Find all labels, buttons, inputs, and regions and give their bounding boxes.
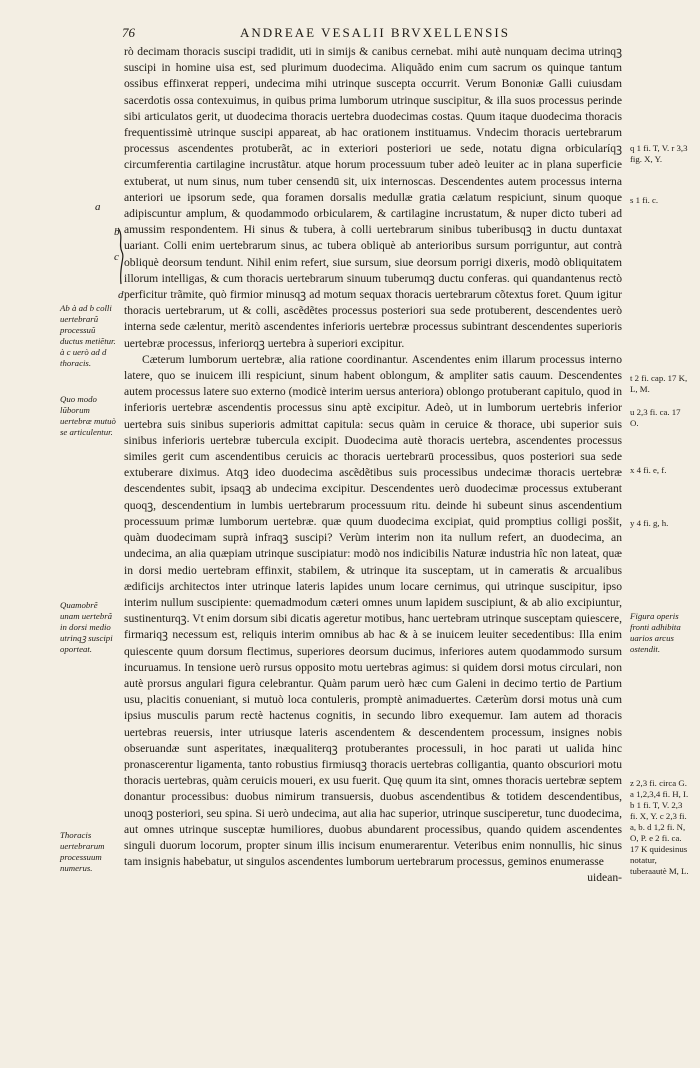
right-margin-note-4: u 2,3 fi. ca. 17 O. xyxy=(630,407,681,428)
running-head: ANDREAE VESALII BRVXELLENSIS xyxy=(240,25,510,40)
margin-letter-c: c xyxy=(114,251,119,263)
margin-letter-a: a xyxy=(95,201,101,213)
page-number: 76 xyxy=(122,25,135,40)
right-margin-note-2: s 1 fi. c. xyxy=(630,195,659,205)
paragraph-1: rò decimam thoracis suscipi tradidit, uti in simijs & canibus cernebat. mihi autè nunquam decima utrinqꝫ suscipi in homine uisa est, sed plurimum duodecima. Aliquãdo enim cum sacrum os quinque tantum ossibus effinxerat repperi, undecima mihi utrinque suscepta occurrit. Verum Bononiæ Galli cuiusdam sacerdotis ossa contexuimus, in quibus prima lumborum utrinque suscipitur, & illa suos processus perinde sibi articulatos gerit, ut duodecima thoracis uertebra duodecimas costas. Quum itaque duodecima thoracis frequentissimè utrinque suscipi appareat, ab hac orationem instituamus. Vndecim thoracis uertebrarum processus ascendentes protuberãt, ac in exteriori posteriori ue sede, notatu digna orbicularíqꝫ circumferentia cartilagine incrustãtur. atque horum processuum tuber adeò leuiter ac in plana superficie extuberat, ut num sinus, num tuber censendū sit, uix internoscas. Descendentes autem processus interna anteriori ue ipsorum sede, qua foramen dorsalis medullæ gratia cælatum respiciunt, sinum quoque adipiscuntur amplum, & quodammodo orbicularem, & cartilagine incrustatum, & nuper dicto tuberi ad amussim respondentem. Hi sinus & tubera, à colli uertebrarum sinibus tuberibusqꝫ in ductu duntaxat uariant. Colli enim uertebrarum sinus, ac tubera obliquè ab anterioribus sursum porriguntur, aut contrà obliquè deorsum tendunt. Nihil enim refert, siue sursum, siue deorsum porrigi dixeris, modò obliquitatem illorum intelligas, & cum thoracis uertebrarum sinuum tuberumqꝫ ductu conferas. qui quandantenus rectò perficitur trãmite, quò firmior minusqꝫ ad motum sequax thoracis uertebrarum cõtextus foret. Quum igitur thoracis uertebrarum, ut & colli, ascẽdẽtes processus posteriori sua sede protuberent, descendentes uerò interna sede cælentur, meritò ascendentes inferioris uertebræ processus subintrant descendentes superioris uertebræ processus, inferiorqꝫ uertebra à superiori excipitur. xyxy=(124,45,622,350)
left-margin-note-2: Quo modo lũborum uertebræ mutuò se articulentur. xyxy=(60,394,116,437)
left-margin-note-1: Ab à ad b colli uertebrarũ processuũ ductus metiẽtur. à c uerò ad d thoracis. xyxy=(60,303,116,368)
left-margin-note-3: Quamobrẽ unam uertebrã in dorsi medio utrinqꝫ suscipi oporteat. xyxy=(60,600,113,654)
right-margin-note-1: q 1 fi. T, V. r 3,3 fig. X, Y. xyxy=(630,143,688,164)
right-margin-note-8: z 2,3 fi. circa G. a 1,2,3,4 fi. H, I. b 1 fi. T, V. 2,3 fi. X, Y. c 2,3 fi. a, b. d 1,2 fi. N, O, P. e 2 fi. ca. 17 K quidesinus notatur, tuberaautè M, L. xyxy=(630,778,689,876)
right-margin-note-7: Figura operis fronti adhibita uarios arcus ostendit. xyxy=(630,611,681,654)
paragraph-2: Cæterum lumborum uertebræ, alia ratione coordinantur. Ascendentes enim illarum processus interno latere, quo se inuicem illi respiciunt, sinum habent oblongum, & ampliter satis cauum. Descendentes autem processus latere suo externo (modicè interim uersus anteriora) oblongo protuberant capitulo, quod in inferioris uertebræ ascendentis processus sinu aptè excipitur. Adeò, ut in lumborum uertebris inferior uertebra suis sinibus superioris admittat capitula: secus quàm in ceruice & thorace, ubi superior suis sinibus inferioris uertebræ tubercula excipit. Duodecima autè thoracis uertebra, ascendentes processus similes gerit cum ascendentibus ceruicis ac thoracis uertebrarū processibus, quos posteriori sua sede extuberare diximus. Atqꝫ ideo duodecima ascẽdẽtibus suis processibus undecimæ thoracis uertebræ descendentes subit, ipsaqꝫ ab undecima excipitur. Descendentes uerò duodecimæ processus extuberant quoqꝫ, descendentium in lumbis uertebrarum processuum ritu. deinde hi subeunt sinus ascendentium processuum primæ lumborum uertebræ. quæ quum duodecima excipiat, quid promptius colligi posšit, quàm duodecimam suprà infraqꝫ suscipi? Verùm interim non ita nullum refert, an duodecima, an undecima, an alia quæpiam utrinque suscipiatur: modò nos indicibilis Naturæ industria hîc non lateat, quæ in dorsi medio uertebram effinxit, stabilem, & utrinque ita susceptam, ut in cameratis & arcualibus ædificijs architectos inter utrinque lateris lapides unum locare cernimus, qui utrinque suscipitur, ipso interim nullum suscipiente: quemadmodum cæteri omnes unum lapidem suscipiunt, & ab alio excipiuntur, sustinenturqꝫ. Vt enim dorsum sibi dicatis ageretur motibus, hanc uertebram utrinque susceptam quiescere, firmariqꝫ necessum est, reliquis interim omnibus ab hac & à se inuicem leuiter secedentibus: Illa enim quiescente quum dorsum flectimus, superiores deorsum ducimus, inferiores autem quodammodo sursum incuruamus. In tensione uerò rursus opposito motu uertebras agimus: si quidem dorsi motus circulari, non autè prorsus angulari figura celebrantur. Quàm parum uerò hæc cum Galeni in decimo tertio de Partium usu, placitis conueniant, si mutuò loca contuleris, promptè animaduertes. Cæterùm dorsi motus unà cum ipsius musculis parum rectè hactenus cognitis, in secundo libro exequemur. Iam autem ad thoracis uertebras reuersis, inter utriusque lateris ascendentem & descendentem processum, insignes nobis obseruandæ sunt asperitates, inæqualiterqꝫ protuberantes processuli, in hoc parati ut ualida hinc pronascerentur ligamenta, tanto robustius firmiusqꝫ thoracis uertebras colligantia, quanto obscuriori motu thoracis uertebras, quàm ceruicis moueri, ex usu fuerit. Quę quum ita sint, omnes thoracis uertebræ septem donantur processibus: duobus nimirum transuersis, duobus ascendentibus & totidem descendentibus, unoqꝫ posteriori, seu spina. Si uerò undecima, aut alia hac superior, utrinque susciperetur, tunc duodecima, aut omnes utrinque susceptæ humiliores, duobus abundarent processibus, quando quidem ascendentes singuli duorum locorum, propter sinum illis incisum enumerarentur. Veteribus enim nonnullis, hic sinus tam insignis habebatur, ut singulos ascendentes lumborum uertebrarum processus, geminos enumerasse xyxy=(124,352,622,869)
margin-letter-b: b xyxy=(114,226,120,238)
left-margin-note-4: Thoracis uertebrarum processuum numerus. xyxy=(60,830,105,873)
right-margin-note-3: t 2 fi. cap. 17 K, L, M. xyxy=(630,373,688,394)
right-margin-note-6: y 4 fi. g, h. xyxy=(630,518,669,528)
margin-letter-d: d xyxy=(118,289,124,301)
right-margin-note-5: x 4 fi. e, f. xyxy=(630,465,667,475)
main-text-column xyxy=(124,44,622,887)
catchword: uidean- xyxy=(587,871,622,885)
page-header xyxy=(122,24,622,42)
